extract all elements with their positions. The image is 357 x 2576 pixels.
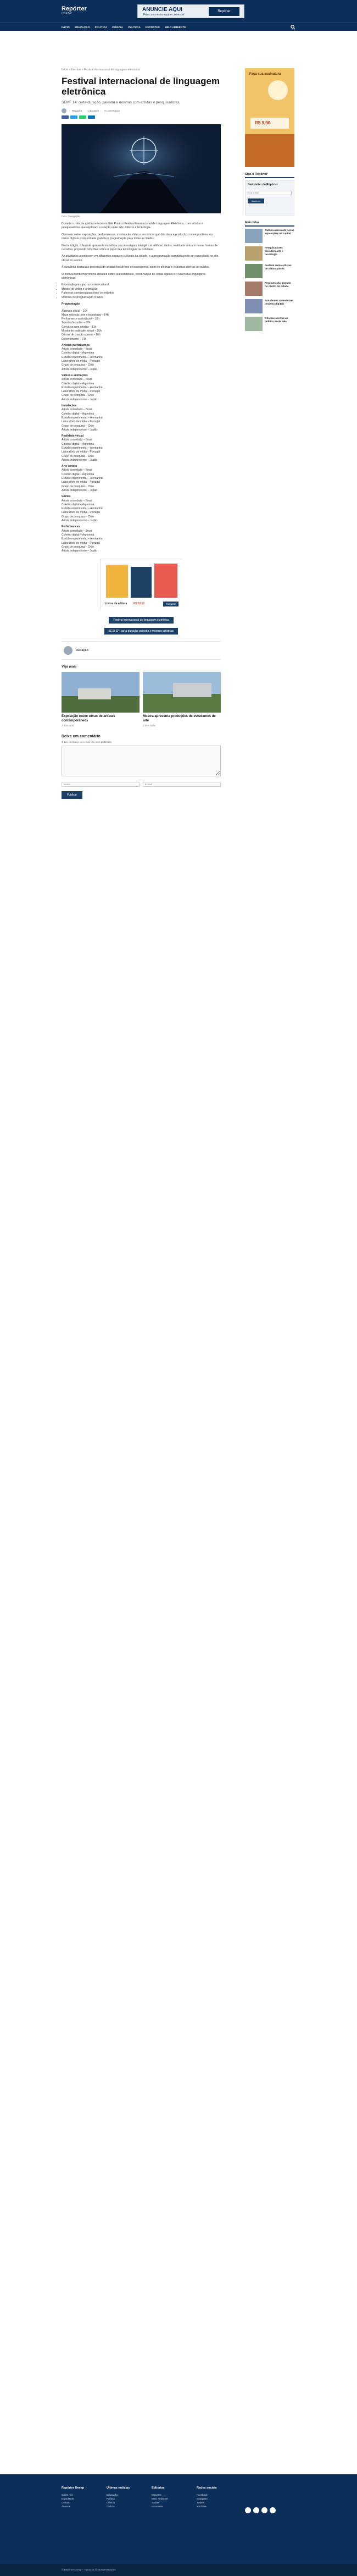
comment-email-field[interactable] bbox=[143, 782, 221, 787]
footer-link[interactable]: Economia bbox=[152, 2505, 163, 2508]
nav-item[interactable]: EDUCAÇÃO bbox=[74, 25, 90, 29]
section-item: Grupo de pesquisa – Chile bbox=[62, 515, 94, 518]
section-item: Laboratório de mídia – Portugal bbox=[62, 541, 101, 545]
footer-link[interactable]: Ciência bbox=[107, 2501, 115, 2504]
related-image bbox=[143, 672, 221, 713]
related-card[interactable] bbox=[143, 672, 221, 727]
header-ad-headline: ANUNCIE AQUI bbox=[142, 7, 182, 13]
sidebar-ad-art bbox=[245, 68, 294, 167]
sidebar-news-item[interactable] bbox=[245, 299, 294, 313]
related-card[interactable] bbox=[62, 672, 140, 727]
sidebar-follow-heading: Siga o Repórter bbox=[245, 173, 294, 178]
programacao-item: Conversa com artistas – 11h bbox=[62, 325, 97, 329]
hero-image bbox=[62, 124, 221, 213]
logo-text: Repórter bbox=[62, 5, 87, 12]
section-item: Grupo de pesquisa – Chile bbox=[62, 454, 94, 458]
article-paragraph: A curadoria destaca a presença de artistas brasileiros e estrangeiros, além de oficinas e palestras abertas ao público. bbox=[62, 266, 210, 269]
section-item: Artista independente – Japão bbox=[62, 519, 98, 523]
footer-link[interactable]: Sobre nós bbox=[62, 2494, 73, 2496]
submit-comment-button[interactable]: Publicar bbox=[62, 791, 82, 799]
section-item: Estúdio experimental – Alemanha bbox=[62, 507, 103, 511]
section-item: Laboratório de mídia – Portugal bbox=[62, 360, 101, 363]
newsletter-title: Newsletter do Repórter bbox=[248, 183, 278, 186]
hero-illustration bbox=[62, 124, 221, 213]
footer-link[interactable]: Cultura bbox=[107, 2505, 115, 2508]
section-item: Artista independente – Japão bbox=[62, 428, 98, 432]
twitter-share-icon[interactable] bbox=[70, 115, 77, 119]
section-heading: Realidade virtual bbox=[62, 434, 84, 438]
header bbox=[0, 0, 357, 22]
sidebar-news-thumb bbox=[245, 264, 263, 278]
comments-note: O seu endereço de e-mail não será publicado. bbox=[62, 741, 113, 744]
tag-link[interactable]: Festival internacional de linguagem eletrônica bbox=[109, 617, 173, 624]
sidebar-news-title[interactable]: Festival reúne artistas de vários países bbox=[265, 264, 292, 270]
section-item: Coletivo digital – Argentina bbox=[62, 533, 94, 537]
section-item: Artista convidado – Brasil bbox=[62, 529, 93, 533]
youtube-icon[interactable] bbox=[270, 2507, 276, 2513]
tag-link[interactable]: SESI SP: curta-duração, palestra e mostras artísticas bbox=[104, 628, 178, 635]
twitter-icon[interactable] bbox=[261, 2507, 267, 2513]
copyright-text: © Repórter Unesp – Todos os direitos reservados bbox=[62, 2568, 116, 2571]
section-heading: Vídeos e animações bbox=[62, 373, 88, 377]
article-title: Festival internacional de linguagem eletrônica bbox=[62, 76, 220, 97]
author-box-name[interactable]: Redação bbox=[76, 649, 88, 653]
breadcrumb[interactable]: Início » Eventos » Festival internacional de linguagem eletrônica bbox=[62, 68, 140, 71]
sidebar-news-title[interactable]: Programação gratuita no centro da cidade bbox=[265, 282, 291, 288]
sidebar-news-item[interactable] bbox=[245, 246, 294, 261]
nav-item[interactable]: POLÍTICA bbox=[94, 25, 108, 29]
related-title[interactable]: Exposição reúne obras de artistas contemporâneos bbox=[62, 715, 115, 723]
article-list-item: • Mostra de vídeo e animação bbox=[62, 288, 221, 291]
section-heading: Games bbox=[62, 495, 71, 499]
footer-bottom-bar bbox=[0, 2564, 357, 2576]
section-item: Estúdio experimental – Alemanha bbox=[62, 385, 103, 389]
related-title[interactable]: Mostra apresenta produções de estudantes de arte bbox=[143, 715, 216, 723]
programacao-item: Encerramento – 21h bbox=[62, 337, 87, 341]
section-item: Artista independente – Japão bbox=[62, 549, 98, 553]
related-date: 3 dias atrás bbox=[143, 724, 156, 727]
tags bbox=[62, 614, 221, 636]
footer-link[interactable]: Saúde bbox=[152, 2501, 159, 2504]
footer-link[interactable]: Instagram bbox=[197, 2497, 208, 2500]
sidebar-latest-list bbox=[245, 229, 294, 331]
newsletter-submit-button[interactable]: Inscrever bbox=[248, 198, 264, 203]
related-image bbox=[62, 672, 140, 713]
section-item: Estúdio experimental – Alemanha bbox=[62, 477, 103, 481]
footer-link[interactable]: Política bbox=[107, 2497, 115, 2500]
section-heading: Instalações bbox=[62, 404, 77, 408]
section-item: Artista convidado – Brasil bbox=[62, 408, 93, 412]
section-item: Artista independente – Japão bbox=[62, 458, 98, 462]
section-item: Grupo de pesquisa – Chile bbox=[62, 545, 94, 549]
book-ad-price: R$ 59,90 bbox=[133, 602, 145, 606]
comments-heading: Deixe um comentário bbox=[62, 735, 101, 739]
comment-name-field[interactable] bbox=[62, 782, 140, 787]
linkedin-share-icon[interactable] bbox=[88, 115, 95, 119]
publish-date: 1 dia atrás bbox=[87, 109, 99, 112]
section-item: Coletivo digital – Argentina bbox=[62, 351, 94, 355]
article bbox=[62, 68, 221, 799]
author-avatar bbox=[62, 108, 66, 113]
article-list-item: • Oficinas de programação criativa bbox=[62, 296, 221, 300]
related-date: 2 dias atrás bbox=[62, 724, 75, 727]
programacao-item: Sessão de curtas – 20h bbox=[62, 321, 91, 325]
nav-item[interactable]: CIÊNCIA bbox=[112, 25, 124, 29]
sidebar-ad[interactable] bbox=[245, 68, 294, 167]
section-item: Estúdio experimental – Alemanha bbox=[62, 416, 103, 420]
sidebar-news-item[interactable] bbox=[245, 229, 294, 243]
book-ad-button[interactable]: Comprar bbox=[163, 602, 178, 606]
footer-column bbox=[152, 2486, 201, 2508]
newsletter-email-field[interactable] bbox=[248, 191, 292, 195]
footer-link[interactable]: Contato bbox=[62, 2501, 70, 2504]
sidebar-most-read-heading: Mais lidas bbox=[245, 221, 294, 227]
section-item: Estúdio experimental – Alemanha bbox=[62, 446, 103, 450]
section-item: Laboratório de mídia – Portugal bbox=[62, 481, 101, 484]
section-item: Grupo de pesquisa – Chile bbox=[62, 484, 94, 488]
sidebar-news-item[interactable] bbox=[245, 317, 294, 331]
main-navigation bbox=[0, 22, 357, 31]
sidebar bbox=[245, 68, 294, 334]
footer-link[interactable]: Anuncie bbox=[62, 2505, 71, 2508]
sidebar-news-title[interactable]: Estudantes apresentam projetos digitais bbox=[265, 299, 293, 305]
related-articles bbox=[62, 672, 221, 727]
section-item: Coletivo digital – Argentina bbox=[62, 503, 94, 506]
facebook-share-icon[interactable] bbox=[62, 115, 69, 119]
section-item: Grupo de pesquisa – Chile bbox=[62, 363, 94, 367]
programacao-item: Abertura oficial – 10h bbox=[62, 309, 88, 313]
article-list bbox=[62, 283, 221, 300]
author-box bbox=[62, 641, 221, 660]
sidebar-news-thumb bbox=[245, 299, 263, 313]
section-item: Artista independente – Japão bbox=[62, 398, 98, 401]
section-heading: Arte sonora bbox=[62, 465, 77, 468]
section-item: Artista convidado – Brasil bbox=[62, 438, 93, 442]
programacao-item: Oficina de criação sonora – 16h bbox=[62, 333, 101, 337]
section-item: Grupo de pesquisa – Chile bbox=[62, 394, 94, 398]
instagram-icon[interactable] bbox=[253, 2507, 259, 2513]
section-item: Coletivo digital – Argentina bbox=[62, 412, 94, 416]
section-item: Coletivo digital – Argentina bbox=[62, 472, 94, 476]
article-body bbox=[62, 222, 221, 280]
programacao-item: Mostra de realidade virtual – 15h bbox=[62, 329, 102, 333]
article-paragraph: Nesta edição, o festival apresenta trabalhos que investigam inteligência artificial, dados, realidade virtual e novas formas de narrativa, propondo reflexões sobre o papel das tecnologias no cotidiano. bbox=[62, 244, 218, 252]
facebook-icon[interactable] bbox=[245, 2507, 251, 2513]
article-list-item: • Exposição principal no centro cultural bbox=[62, 283, 221, 287]
sidebar-news-item[interactable] bbox=[245, 282, 294, 296]
comment-count[interactable]: 0 comentários bbox=[104, 109, 120, 112]
comment-textarea[interactable] bbox=[62, 746, 221, 776]
programacao-heading: Programação bbox=[62, 302, 80, 306]
section-item: Artista convidado – Brasil bbox=[62, 347, 93, 351]
sidebar-news-thumb bbox=[245, 246, 263, 261]
sidebar-ad-price: R$ 9,90 bbox=[255, 120, 271, 125]
section-item: Estúdio experimental – Alemanha bbox=[62, 537, 103, 541]
sidebar-news-thumb bbox=[245, 317, 263, 331]
comment-fields bbox=[62, 782, 221, 787]
footer-column bbox=[107, 2486, 156, 2508]
share-buttons bbox=[62, 115, 221, 119]
section-heading: Artistas participantes bbox=[62, 343, 90, 347]
nav-item[interactable]: INÍCIO bbox=[62, 25, 70, 29]
sidebar-news-item[interactable] bbox=[245, 264, 294, 278]
programacao-list bbox=[62, 310, 221, 341]
footer-link[interactable]: Facebook bbox=[197, 2494, 208, 2496]
section-item: Artista independente – Japão bbox=[62, 488, 98, 492]
article-paragraph: O evento reúne exposições, performances, mostras de vídeo e encontros que discutem a produção contemporânea em meios digitais, com entrada gratuita e programação para todas as idades. bbox=[62, 233, 213, 241]
section-item: Coletivo digital – Argentina bbox=[62, 382, 94, 385]
footer-link[interactable]: Twitter bbox=[197, 2501, 204, 2504]
article-list-item: • Palestras com pesquisadores convidados bbox=[62, 291, 221, 295]
footer-link[interactable]: Educação bbox=[107, 2494, 118, 2496]
author-box-avatar bbox=[64, 646, 72, 655]
header-ad-sub: Fale com nossa equipe comercial bbox=[143, 13, 185, 16]
sections-list bbox=[62, 344, 221, 554]
section-item: Artista independente – Japão bbox=[62, 367, 98, 371]
programacao-item: Mesa redonda: arte e tecnologia – 14h bbox=[62, 313, 109, 317]
logo-tagline: UNESP bbox=[62, 12, 72, 15]
hero-caption: Foto: Divulgação bbox=[62, 215, 80, 218]
footer bbox=[0, 2474, 357, 2576]
footer-link[interactable]: Meio Ambiente bbox=[152, 2497, 168, 2500]
sidebar-news-title[interactable]: Cultura apresenta novas exposições na capital bbox=[265, 229, 294, 235]
article-paragraph: O festival também promove debates sobre acessibilidade, preservação de obras digitais e o futuro das linguagens eletrônicas. bbox=[62, 272, 206, 280]
sidebar-news-thumb bbox=[245, 229, 263, 243]
section-item: Artista convidado – Brasil bbox=[62, 468, 93, 472]
nav-item[interactable]: ESPORTES bbox=[145, 25, 160, 29]
article-meta bbox=[62, 108, 221, 113]
nav-item[interactable]: MEIO AMBIENTE bbox=[165, 25, 186, 29]
sidebar-news-title[interactable]: Pesquisadores discutem arte e tecnologia bbox=[265, 246, 283, 256]
site-logo[interactable] bbox=[62, 5, 87, 15]
author-name[interactable]: Redação bbox=[72, 109, 82, 112]
footer-link[interactable]: YouTube bbox=[197, 2505, 207, 2508]
search-icon[interactable] bbox=[291, 25, 295, 30]
book-ad-title: Livros da editora bbox=[105, 602, 127, 606]
sidebar-news-title[interactable]: Oficinas abertas ao público neste mês bbox=[265, 317, 288, 323]
section-item: Artista convidado – Brasil bbox=[62, 499, 93, 503]
article-paragraph: Durante o mês de abril acontece em São Paulo o Festival Internacional de Linguagem Eletrônica, com artistas e pesquisadores que exploram a relação entre arte, ciência e tecnologia. bbox=[62, 222, 203, 230]
book-ad[interactable] bbox=[100, 559, 182, 609]
section-item: Grupo de pesquisa – Chile bbox=[62, 424, 94, 428]
related-heading: Veja mais bbox=[62, 665, 77, 669]
footer-link[interactable]: Esportes bbox=[152, 2494, 161, 2496]
sidebar-ad-title: Faça sua assinatura bbox=[249, 73, 281, 76]
header-ad-banner[interactable] bbox=[137, 4, 244, 18]
section-heading: Performances bbox=[62, 525, 80, 529]
article-subtitle: SEMF 14: curta-duração, palestra e mostras com artistas e pesquisadores. bbox=[62, 101, 181, 104]
footer-column-heading: Redes sociais bbox=[197, 2486, 217, 2490]
footer-column-heading: Editorias bbox=[152, 2486, 165, 2490]
section-item: Laboratório de mídia – Portugal bbox=[62, 450, 101, 454]
section-item: Estúdio experimental – Alemanha bbox=[62, 355, 103, 359]
footer-column bbox=[62, 2486, 111, 2508]
footer-column bbox=[197, 2486, 246, 2508]
footer-social-icons bbox=[245, 2507, 276, 2513]
article-paragraph: As atividades acontecem em diferentes espaços culturais da cidade, e a programação completa pode ser consultada no site oficial do evento. bbox=[62, 255, 219, 262]
section-item: Laboratório de mídia – Portugal bbox=[62, 420, 101, 424]
header-ad-button[interactable]: Repórter bbox=[209, 7, 239, 16]
newsletter-box bbox=[245, 180, 294, 216]
nav-menu bbox=[62, 23, 186, 31]
section-item: Laboratório de mídia – Portugal bbox=[62, 390, 101, 394]
footer-column-heading: Repórter Unesp bbox=[62, 2486, 85, 2490]
footer-column-heading: Últimas notícias bbox=[107, 2486, 130, 2490]
nav-item[interactable]: CULTURA bbox=[128, 25, 141, 29]
sidebar-news-thumb bbox=[245, 282, 263, 296]
section-item: Laboratório de mídia – Portugal bbox=[62, 511, 101, 515]
whatsapp-share-icon[interactable] bbox=[79, 115, 86, 119]
section-item: Coletivo digital – Argentina bbox=[62, 442, 94, 446]
section-item: Artista convidado – Brasil bbox=[62, 378, 93, 382]
programacao-item: Performance audiovisual – 18h bbox=[62, 317, 99, 321]
footer-link[interactable]: Expediente bbox=[62, 2497, 74, 2500]
